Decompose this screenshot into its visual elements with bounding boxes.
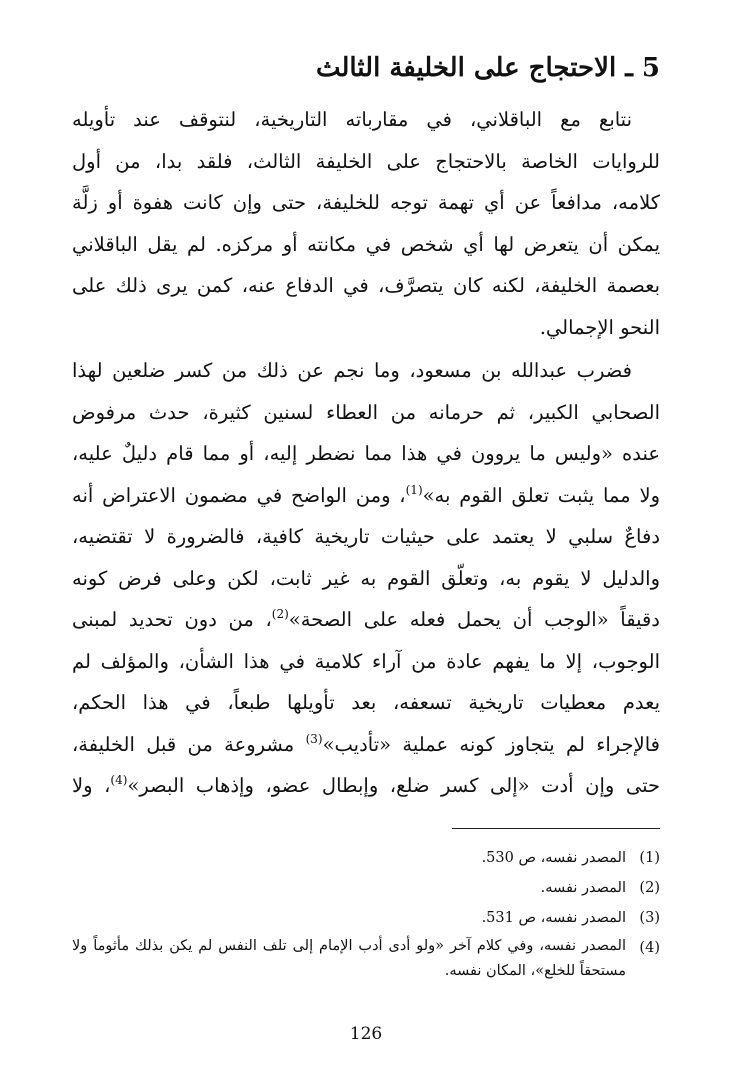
section-heading: 5 ـ الاحتجاج على الخليفة الثالث xyxy=(315,53,660,83)
paragraph-line: يعدم معطيات تاريخية تسعفه، بعد تأويلها طبعاً، في هذا الحكم، xyxy=(72,691,660,714)
line-text: حتى وإن أدت «إلى كسر ضلع، وإبطال عضو، وإذهاب البصر» xyxy=(127,774,660,797)
book-page xyxy=(72,0,660,1084)
footnote-ref[interactable]: (2) xyxy=(271,607,289,621)
footnote-number: (2) xyxy=(639,880,660,896)
paragraph-line: الصحابي الكبير، ثم حرمانه من العطاء لسنين كثيرة، حدث مرفوض xyxy=(72,400,660,424)
paragraph-line xyxy=(72,475,660,517)
footnote-text: المصدر نفسه، ص 531. xyxy=(481,910,626,926)
paragraph-line: النحو الإجمالي. xyxy=(539,315,660,339)
paragraph-line: نتابع مع الباقلاني، في مقارباته التاريخية، لنتوقف عند تأويله xyxy=(72,108,632,131)
line-text: ، من دون تحديد لمبنى xyxy=(72,608,272,631)
paragraph-line: عنده «وليس ما يروون في هذا مما نضطر إليه، أو مما قام دليلٌ عليه، xyxy=(72,442,660,465)
line-text: ، ولا xyxy=(72,774,111,797)
paragraph-1 xyxy=(72,99,660,348)
footnote-text: المصدر نفسه. xyxy=(540,880,626,896)
paragraph-line: للروايات الخاصة بالاحتجاج على الخليفة الثالث، فلقد بدا، من أول xyxy=(72,149,660,173)
paragraph-line xyxy=(72,765,660,807)
paragraph-line: دفاعٌ سلبي لا يعتمد على حيثيات تاريخية كافية، فالضرورة لا تقتضيه، xyxy=(72,525,660,548)
footnote-ref[interactable]: (3) xyxy=(305,731,323,746)
footnote-number: (1) xyxy=(639,850,660,866)
footnote-number: (3) xyxy=(639,910,660,926)
paragraph-line: يمكن أن يتعرض لها أي شخص في مكانته أو مركزه. لم يقل الباقلاني xyxy=(72,232,660,256)
paragraph-line xyxy=(72,724,660,766)
page-number: 126 xyxy=(349,1024,383,1044)
paragraph-2 xyxy=(72,350,660,807)
line-text: فالإجراء لم يتجاوز كونه عملية «تأديب» xyxy=(322,732,660,756)
footnote xyxy=(72,844,660,874)
paragraph-line xyxy=(72,599,660,641)
paragraph-line: بعصمة الخليفة، لكنه كان يتصرَّف، في الدفاع عنه، كمن يرى ذلك على xyxy=(72,274,660,297)
line-text: ولا مما يثبت تعلق القوم به» xyxy=(422,483,660,507)
footnotes xyxy=(72,844,660,984)
footnote xyxy=(72,874,660,904)
footnote-ref[interactable]: (4) xyxy=(110,773,128,787)
paragraph-line: فضرب عبدالله بن مسعود، وما نجم عن ذلك من كسر ضلعين لهذا xyxy=(72,359,632,382)
footnote-text: المصدر نفسه، وفي كلام آخر «ولو أدى أدب الإمام إلى تلف النفس لم يكن بذلك مأثوماً ولا مستحقاً للخلع»، المكان نفسه. xyxy=(72,938,626,979)
line-text: مشروعة من قبل الخليفة، xyxy=(72,732,306,756)
footnote-text: المصدر نفسه، ص 530. xyxy=(481,850,626,866)
line-text: دقيقاً «الوجب أن يحمل فعله على الصحة» xyxy=(288,608,660,631)
footnote xyxy=(72,904,660,934)
paragraph-line: والدليل لا يقوم به، وتعلّق القوم به غير ثابت، لكن وعلى فرض كونه xyxy=(72,566,660,590)
paragraph-line: الوجوب، إلا ما يفهم عادة من آراء كلامية في هذا الشأن، والمؤلف لم xyxy=(72,649,660,673)
line-text: ، ومن الواضح في مضمون الاعتراض أنه xyxy=(72,483,406,507)
paragraph-line: كلامه، مدافعاً عن أي تهمة توجه للخليفة، حتى وإن كانت هفوة أو زلَّة xyxy=(72,191,660,214)
footnote-divider xyxy=(452,828,660,829)
footnote-ref[interactable]: (1) xyxy=(405,482,423,497)
footnote xyxy=(72,934,660,984)
footnote-number: (4) xyxy=(639,940,660,956)
